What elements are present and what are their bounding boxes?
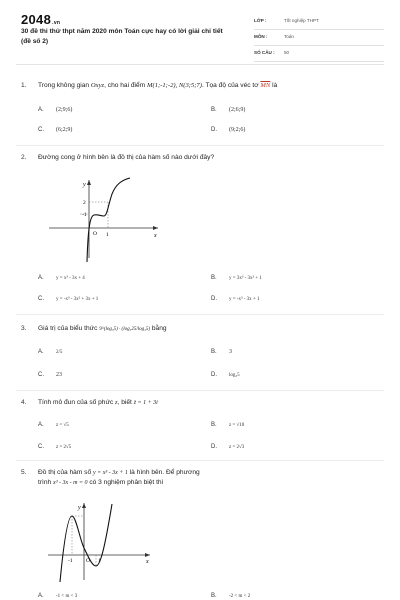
option-d[interactable] xyxy=(211,444,244,450)
y-axis-arrow-icon xyxy=(87,180,91,185)
option-letter: A. xyxy=(38,593,44,599)
y-axis-arrow-icon xyxy=(82,503,86,508)
option-value: (2;6;9) xyxy=(229,107,246,113)
option-b[interactable] xyxy=(211,422,244,428)
option-a[interactable] xyxy=(38,275,85,281)
meta-row-subject xyxy=(254,31,384,46)
vector-mn: $\overline{MN}$ xyxy=(260,82,271,89)
function-graph-q2 xyxy=(44,176,164,262)
question-text-part: , cho hai điểm xyxy=(104,82,147,89)
option-value: 23 xyxy=(56,372,62,378)
graph-label-y: y xyxy=(83,182,86,188)
question-text-part: Giá trị của biểu thức xyxy=(38,325,100,332)
graph-label-x: x xyxy=(154,233,157,239)
question-text-part: bằng xyxy=(150,325,167,332)
option-value: y = -x³ - 3x + 1 xyxy=(229,297,260,302)
option-b[interactable] xyxy=(211,593,250,599)
math-expression: y = x³ - 3x + 1 xyxy=(92,470,128,476)
graph-label-neg-one: -1 xyxy=(68,558,73,564)
option-value: z = √10 xyxy=(229,423,245,428)
question-divider xyxy=(16,460,384,461)
option-value: 3 xyxy=(229,349,232,355)
graph-label-y: y xyxy=(78,505,81,511)
graph-label-origin: O xyxy=(86,558,90,564)
math-expression: z xyxy=(115,399,118,406)
function-graph-q5 xyxy=(44,500,154,582)
meta-row-count xyxy=(254,47,384,62)
option-value: (6;2;9) xyxy=(56,127,73,133)
option-d[interactable] xyxy=(211,372,240,378)
meta-value: Toán xyxy=(284,34,294,39)
option-c[interactable] xyxy=(38,127,72,133)
option-value: z = √5 xyxy=(56,423,69,428)
option-a[interactable] xyxy=(38,107,72,113)
graph-label-x: x xyxy=(146,559,149,565)
question-number: 1. xyxy=(21,82,27,89)
option-d[interactable] xyxy=(211,127,245,133)
option-value: z = 2√5 xyxy=(56,445,72,450)
meta-value: Tốt nghiệp THPT xyxy=(284,18,319,23)
option-value: y = 3x³ - 3x² + 1 xyxy=(229,276,262,281)
option-letter: C. xyxy=(38,127,44,133)
function-curve xyxy=(87,178,130,262)
question-text-part: Đồ thị của hàm số xyxy=(38,469,93,476)
question-text xyxy=(38,81,388,91)
math-expression: z̄ = 1 + 3i xyxy=(133,400,158,406)
meta-value: 50 xyxy=(284,50,290,55)
option-c[interactable] xyxy=(38,296,98,302)
header-divider xyxy=(16,64,384,65)
option-letter: B. xyxy=(211,107,217,113)
question-divider xyxy=(16,314,384,315)
option-c[interactable] xyxy=(38,444,71,450)
option-letter: B. xyxy=(211,422,217,428)
option-letter: A. xyxy=(38,107,44,113)
question-text-part: . Tọa độ của véc tơ xyxy=(201,82,261,89)
question-text-part: Trong không gian xyxy=(38,82,91,89)
logo-suffix: .vn xyxy=(52,20,61,26)
option-value: -1 < m < 3 xyxy=(56,594,78,599)
option-letter: B. xyxy=(211,349,217,355)
question-number: 3. xyxy=(21,325,27,332)
option-letter: D. xyxy=(211,296,217,302)
question-text: Đường cong ở hình bên là đồ thị của hàm số nào dưới đây? xyxy=(38,154,215,161)
function-curve xyxy=(60,504,112,582)
graph-label-two: 2 xyxy=(83,200,86,206)
question-text xyxy=(38,398,388,408)
question-divider xyxy=(16,145,384,146)
option-value: (9;2;6) xyxy=(229,127,246,133)
meta-label: LỚP : xyxy=(254,18,267,23)
meta-label: MÔN : xyxy=(254,34,268,39)
option-letter: C. xyxy=(38,372,44,378)
document-title: 30 đề thi thử thpt năm 2020 môn Toán cực hay có lời giải chi tiết (đề số 2) xyxy=(21,28,223,45)
question-text-part: , biết xyxy=(117,399,134,406)
option-letter: B. xyxy=(211,593,217,599)
option-letter: D. xyxy=(211,372,217,378)
option-letter: C. xyxy=(38,296,44,302)
x-axis-arrow-icon xyxy=(153,226,158,230)
option-value: log₃5 xyxy=(229,373,240,378)
graph-label-one: 1 xyxy=(98,558,101,564)
question-text-part: có 3 nghiệm phân biệt thì xyxy=(87,479,164,486)
option-a[interactable] xyxy=(38,349,62,355)
option-letter: D. xyxy=(211,127,217,133)
graph-label-neg-one: -1 xyxy=(82,212,87,218)
option-value: 2/5 xyxy=(56,350,63,355)
option-letter: D. xyxy=(211,444,217,450)
question-number: 2. xyxy=(21,154,27,161)
question-divider xyxy=(16,390,384,391)
option-b[interactable] xyxy=(211,275,262,281)
question-text-part: trình xyxy=(38,479,54,486)
option-a[interactable] xyxy=(38,593,77,599)
logo-text: 2048 xyxy=(21,12,52,27)
option-value: -2 < m < 2 xyxy=(229,594,251,599)
option-value: (2;9;6) xyxy=(56,107,73,113)
question-text-part: là hình bên. Để phương xyxy=(127,469,200,476)
option-letter: B. xyxy=(211,275,217,281)
x-axis-arrow-icon xyxy=(145,553,150,557)
option-letter: A. xyxy=(38,349,44,355)
option-b[interactable] xyxy=(211,349,232,355)
option-letter: A. xyxy=(38,422,44,428)
option-b[interactable] xyxy=(211,107,245,113)
question-text-part: là xyxy=(270,82,278,89)
math-expression: x³ - 3x - m = 0 xyxy=(53,480,88,486)
question-text-part: Tính mô đun của số phức xyxy=(38,399,115,406)
exam-meta xyxy=(254,15,384,63)
question-text xyxy=(38,468,388,488)
option-d[interactable] xyxy=(211,296,259,302)
math-expression: Oxyz xyxy=(90,82,105,89)
graph-label-one: 1 xyxy=(106,232,109,238)
option-letter: A. xyxy=(38,275,44,281)
option-c[interactable] xyxy=(38,372,62,378)
option-a[interactable] xyxy=(38,422,69,428)
math-expression: M(1;-1;-2), N(3;5;7) xyxy=(147,82,202,89)
math-expression: 9^(log₃5) · (log₃25/log₃5) xyxy=(99,327,151,332)
graph-label-origin: O xyxy=(93,231,97,237)
meta-label: SỐ CÂU : xyxy=(254,50,275,55)
site-logo[interactable] xyxy=(21,12,60,27)
question-number: 5. xyxy=(21,469,27,476)
question-number: 4. xyxy=(21,399,27,406)
option-value: y = -x³ - 3x² + 3x + 1 xyxy=(56,297,99,302)
document-header xyxy=(0,0,400,62)
option-letter: C. xyxy=(38,444,44,450)
meta-row-class xyxy=(254,15,384,30)
question-text xyxy=(38,324,388,335)
option-value: y = x³ - 3x + 4 xyxy=(56,276,85,281)
option-value: z = 2√3 xyxy=(229,445,245,450)
